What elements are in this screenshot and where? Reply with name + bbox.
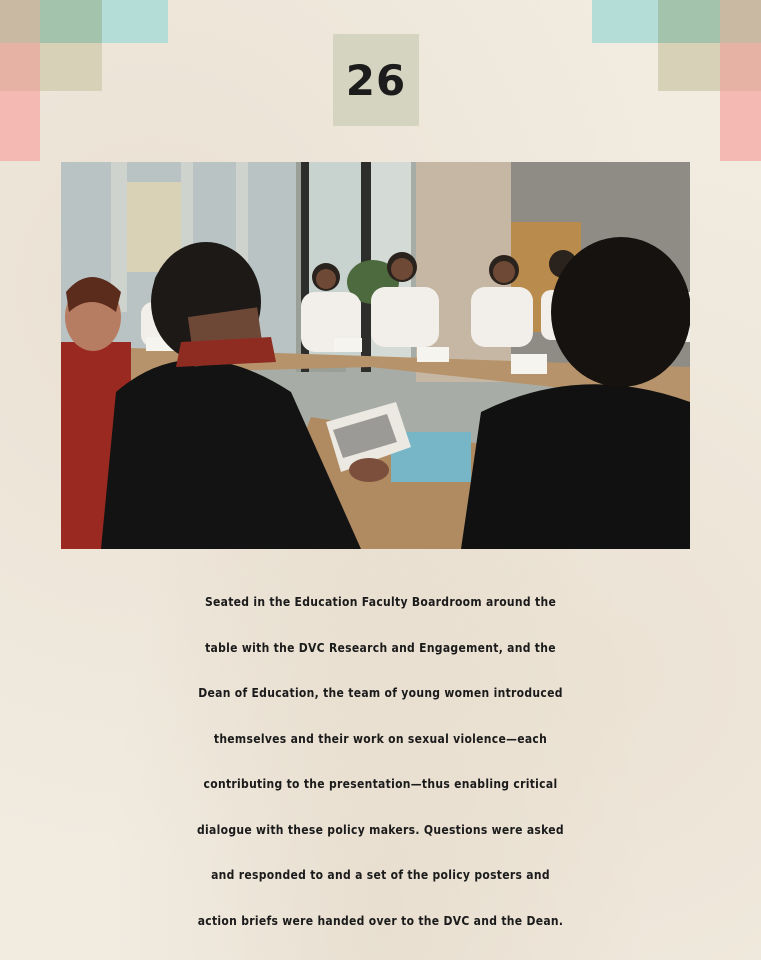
caption-text [0, 580, 761, 944]
caption-line: Seated in the Education Faculty Boardroom around the [204, 595, 557, 609]
page-number: 26 [345, 55, 407, 105]
caption-line: themselves and their work on sexual violence—each [213, 731, 548, 746]
decorative-square [720, 0, 761, 43]
decorative-square [658, 0, 720, 43]
decorative-square [0, 43, 40, 91]
caption-line: Dean of Education, the team of young women introduced [198, 686, 563, 700]
decorative-square [658, 43, 720, 91]
meeting-photo [61, 162, 690, 549]
decorative-square [0, 0, 40, 43]
caption-line: and responded to and a set of the policy posters and [211, 868, 550, 882]
caption-line: contributing to the presentation—thus enabling critical [203, 777, 558, 791]
decorative-square [40, 43, 102, 91]
decorative-square [102, 0, 168, 43]
decorative-square [592, 0, 658, 43]
decorative-square [40, 0, 102, 43]
decorative-square [0, 91, 40, 161]
decorative-square [720, 43, 761, 91]
decorative-square [720, 91, 761, 161]
caption-line: dialogue with these policy makers. Questions were asked [197, 822, 564, 837]
caption-line: action briefs were handed over to the DVC and the Dean. [197, 913, 564, 928]
caption-line: table with the DVC Research and Engagement, and the [205, 640, 556, 655]
page-number-badge [333, 34, 419, 126]
